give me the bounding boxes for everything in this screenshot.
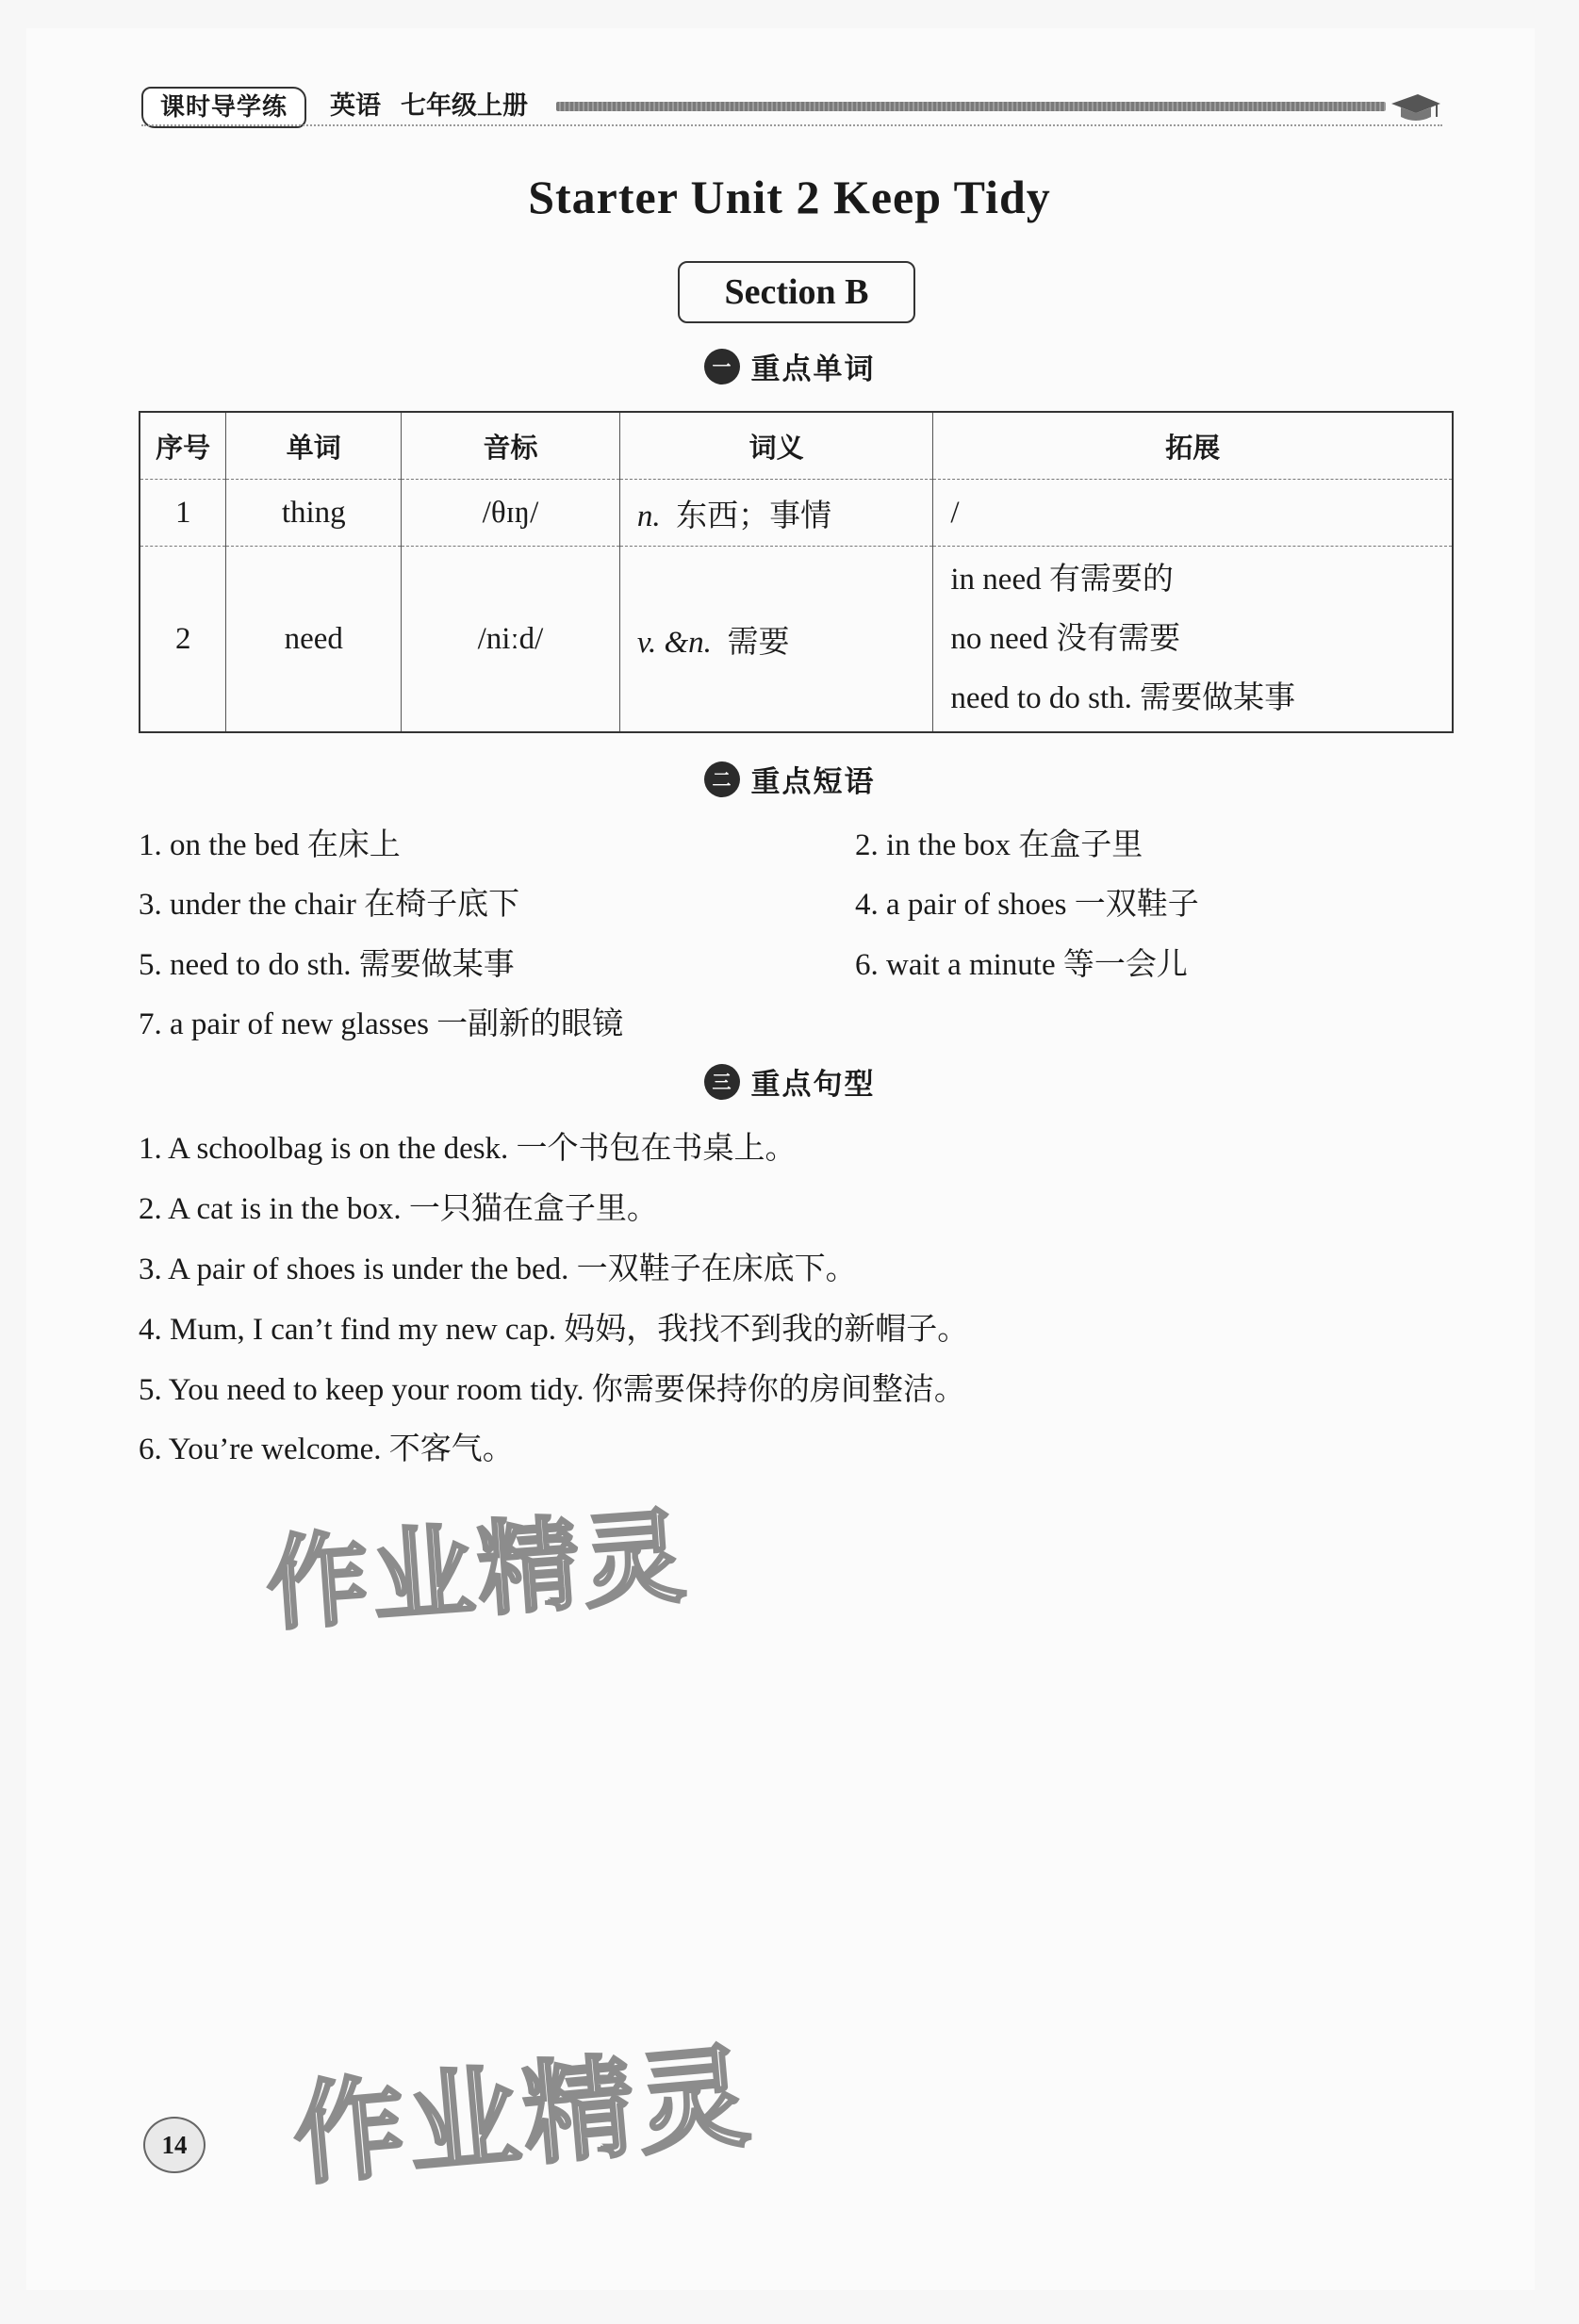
part-heading-phrases <box>0 758 1579 799</box>
vocab-table <box>139 411 1454 733</box>
sentence-item: 5. You need to keep your room tidy. 你需要保持你的房间整洁。 <box>139 1373 965 1407</box>
cell-meaning <box>619 480 933 547</box>
sentence-item: 4. Mum, I can’t find my new cap. 妈妈，我找不到我的新帽子。 <box>139 1313 969 1347</box>
table-row <box>140 480 1453 547</box>
page-number: 14 <box>143 2117 206 2173</box>
col-header-no: 序号 <box>140 412 226 480</box>
phrase-item: 4. a pair of shoes 一双鞋子 <box>855 888 1199 922</box>
header-rule <box>141 124 1442 126</box>
watermark: 作业精灵 <box>262 1498 693 1645</box>
unit-title: Starter Unit 2 Keep Tidy <box>528 171 1051 223</box>
header-decor-bar <box>556 102 1386 111</box>
meaning-text: 东西；事情 <box>676 499 832 533</box>
col-header-extension: 拓展 <box>933 412 1453 480</box>
subject-label: 英语 <box>330 91 381 121</box>
phrase-item: 1. on the bed 在床上 <box>139 828 401 862</box>
section-label: Section B <box>678 261 915 323</box>
part-of-speech: n. <box>636 499 661 533</box>
sentence-item: 3. A pair of shoes is under the bed. 一双鞋子在床底下。 <box>139 1252 857 1286</box>
part-number-badge: 一 <box>704 349 740 385</box>
cell-meaning <box>619 547 933 733</box>
cell-extension <box>933 480 1453 547</box>
part-heading-sentences <box>0 1060 1579 1102</box>
part-number-badge: 三 <box>704 1064 740 1100</box>
phrase-item: 3. under the chair 在椅子底下 <box>139 888 520 922</box>
running-header <box>141 87 1442 128</box>
cell-extension <box>933 547 1453 733</box>
part-label: 重点单词 <box>750 352 876 386</box>
sentence-item: 6. You’re welcome. 不客气。 <box>139 1432 514 1466</box>
meaning-text: 需要 <box>727 625 790 660</box>
extension-line: / <box>950 495 960 530</box>
extension-line: no need 没有需要 <box>950 621 1181 656</box>
extension-line: need to do sth. 需要做某事 <box>950 680 1296 715</box>
grade-label: 七年级上册 <box>401 91 528 121</box>
phrase-item: 6. wait a minute 等一会儿 <box>855 948 1188 982</box>
cell-phonetic: /niːd/ <box>402 547 620 733</box>
phrase-item: 7. a pair of new glasses 一副新的眼镜 <box>139 1007 624 1041</box>
cell-no: 1 <box>140 480 226 547</box>
col-header-meaning: 词义 <box>619 412 933 480</box>
phrase-item: 5. need to do sth. 需要做某事 <box>139 948 515 982</box>
part-number-badge: 二 <box>704 761 740 797</box>
cell-word: need <box>226 547 402 733</box>
table-row <box>140 547 1453 733</box>
phrase-item: 2. in the box 在盒子里 <box>855 828 1143 862</box>
sentence-item: 2. A cat is in the box. 一只猫在盒子里。 <box>139 1192 658 1226</box>
cell-word: thing <box>226 480 402 547</box>
watermark: 作业精灵 <box>288 2030 758 2201</box>
table-header-row <box>140 412 1453 480</box>
series-badge: 课时导学练 <box>141 87 306 128</box>
sentence-item: 1. A schoolbag is on the desk. 一个书包在书桌上。 <box>139 1132 797 1166</box>
cell-phonetic: /θɪŋ/ <box>402 480 620 547</box>
part-of-speech: v. &n. <box>636 625 712 660</box>
part-label: 重点短语 <box>750 765 876 799</box>
graduation-cap-icon <box>1386 87 1442 124</box>
extension-line: in need 有需要的 <box>950 562 1174 597</box>
part-label: 重点句型 <box>750 1068 876 1102</box>
col-header-phonetic: 音标 <box>402 412 620 480</box>
col-header-word: 单词 <box>226 412 402 480</box>
cell-no: 2 <box>174 621 191 656</box>
part-heading-words <box>0 345 1579 386</box>
